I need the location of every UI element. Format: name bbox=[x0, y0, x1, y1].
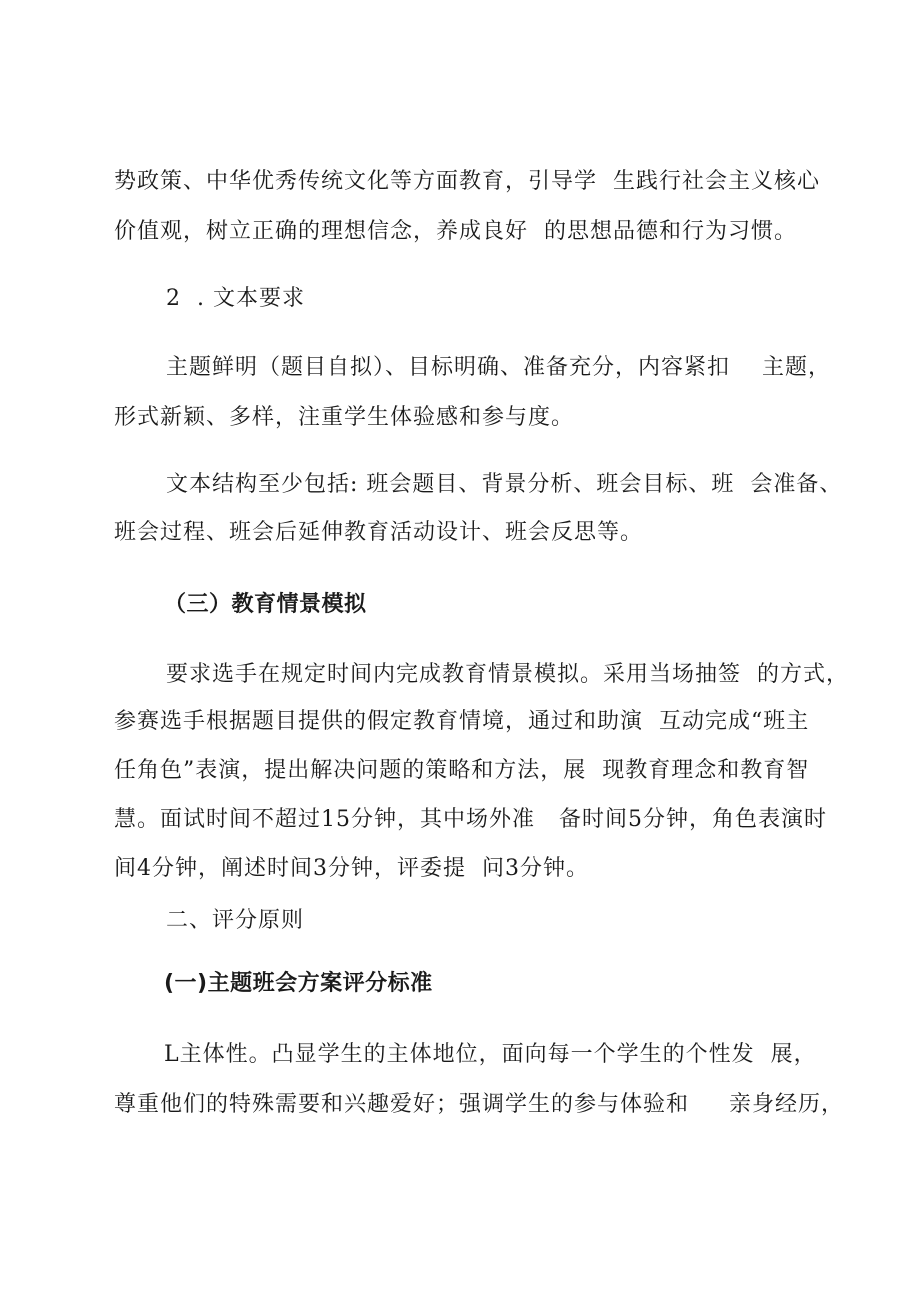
paragraph-line: L主体性。凸显学生的主体地位，面向每一个学生的个性发 展， bbox=[164, 1042, 817, 1067]
paragraph-line: 势政策、中华优秀传统文化等方面教育，引导学 生践行社会主义核心 bbox=[114, 169, 820, 194]
paragraph-line: 班会过程、班会后延伸教育活动设计、班会反思等。 bbox=[114, 520, 644, 545]
section-subtitle: 2 . 文本要求 bbox=[166, 286, 305, 311]
paragraph-line: 主题鲜明（题目自拟）、目标明确、准备充分，内容紧扣 主题， bbox=[166, 355, 831, 380]
section-heading: （三）教育情景模拟 bbox=[164, 592, 367, 617]
paragraph-line: 慧。面试时间不超过15分钟，其中场外准 备时间5分钟，角色表演时 bbox=[114, 807, 827, 832]
paragraph-line: 要求选手在规定时间内完成教育情景模拟。采用当场抽签 的方式， bbox=[166, 662, 849, 687]
paragraph-line: 任角色”表演，提出解决问题的策略和方法，展 现教育理念和教育智 bbox=[114, 758, 810, 783]
paragraph-line: 形式新颖、多样，注重学生体验感和参与度。 bbox=[114, 405, 575, 430]
paragraph-line: 文本结构至少包括: 班会题目、背景分析、班会目标、班 会准备、 bbox=[166, 472, 843, 497]
paragraph-line: 价值观，树立正确的理想信念，养成良好 的思想品德和行为习惯。 bbox=[114, 219, 797, 244]
paragraph-line: 参赛选手根据题目提供的假定教育情境，通过和助演 互动完成“班主 bbox=[114, 709, 810, 734]
paragraph-line: 间4分钟，阐述时间3分钟，评委提 问3分钟。 bbox=[114, 856, 589, 881]
paragraph-line: 尊重他们的特殊需要和兴趣爱好；强调学生的参与体验和 亲身经历， bbox=[114, 1092, 844, 1117]
section-title: 二、评分原则 bbox=[166, 908, 305, 933]
section-heading: (一)主题班会方案评分标准 bbox=[164, 971, 433, 996]
